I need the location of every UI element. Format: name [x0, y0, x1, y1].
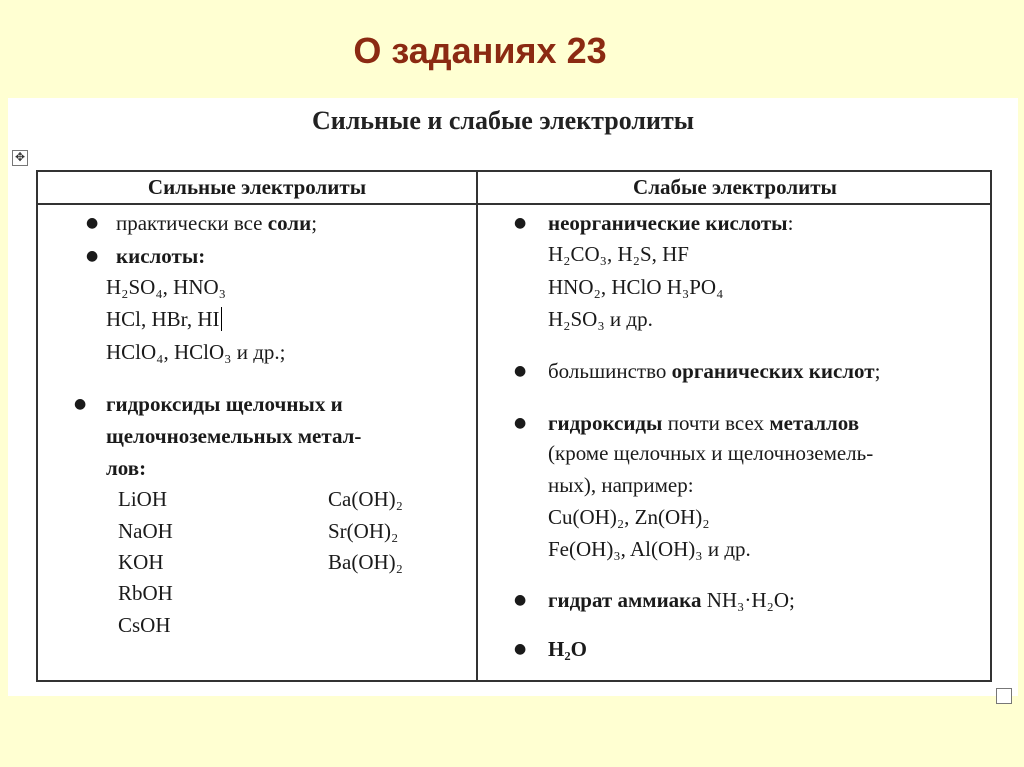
bullet: ● [514, 641, 527, 657]
weak-item-ammonia-hydrate: гидрат аммиака NH₃·H₂O; [548, 588, 795, 612]
strong-item-salts: практически все соли; [116, 211, 318, 235]
hydroxide-left: NaOH [118, 519, 173, 543]
weak-item-water: H₂O [548, 637, 587, 661]
strong-item-acids: кислоты: [116, 244, 206, 268]
weak-acids-line2: HNO₂, HClO H₃PO₄ [548, 275, 724, 299]
bullet: ● [86, 248, 99, 264]
weak-item-hydroxides-l1: гидроксиды почти всех металлов [548, 411, 860, 435]
bullet: ● [514, 363, 527, 379]
table-resize-handle[interactable] [996, 688, 1012, 704]
table-move-handle-icon[interactable]: ✥ [12, 150, 28, 166]
bullet: ● [86, 215, 99, 231]
weak-item-hydroxides-l2: (кроме щелочных и щелочноземель- [548, 441, 874, 465]
header-weak: Слабые электролиты [633, 175, 837, 199]
hydroxide-left: KOH [118, 550, 164, 574]
bullet: ● [514, 415, 527, 431]
hydroxide-right: Ba(OH)₂ [328, 550, 403, 574]
header-divider [38, 203, 990, 205]
electrolytes-table [36, 170, 992, 682]
strong-acids-line2: HCl, HBr, HI [106, 307, 220, 331]
strong-acids-line1: H₂SO₄, HNO₃ [106, 275, 226, 299]
weak-item-organic-acids: большинство органических кислот; [548, 359, 881, 383]
weak-acids-line1: H₂CO₃, H₂S, HF [548, 242, 689, 266]
weak-item-hydroxides-l3: ных), например: [548, 473, 694, 497]
document-heading: Сильные и слабые электролиты [311, 106, 695, 135]
weak-acids-line3: H₂SO₃ и др. [548, 307, 653, 331]
bullet: ● [514, 592, 527, 608]
hydroxide-left: CsOH [118, 613, 171, 637]
column-divider [476, 172, 478, 680]
header-strong: Сильные электролиты [147, 175, 367, 199]
hydroxide-right: Sr(OH)₂ [328, 519, 399, 543]
weak-item-hydroxides-l4: Cu(OH)₂, Zn(OH)₂ [548, 505, 710, 529]
strong-item-hydroxides-l3: лов: [106, 456, 147, 480]
strong-item-hydroxides-l1: гидроксиды щелочных и [106, 392, 343, 416]
hydroxide-left: LiOH [118, 487, 167, 511]
slide-title: О заданиях 23 [353, 30, 607, 71]
document-page [8, 98, 1018, 696]
strong-acids-line3: HClO₄, HClO₃ и др.; [106, 340, 286, 364]
bullet: ● [514, 215, 527, 231]
hydroxide-right: Ca(OH)₂ [328, 487, 403, 511]
weak-item-inorganic-acids: неорганические кислоты: [548, 211, 794, 235]
weak-item-hydroxides-l5: Fe(OH)₃, Al(OH)₃ и др. [548, 537, 751, 561]
bullet: ● [74, 396, 87, 412]
strong-item-hydroxides-l2: щелочноземельных метал- [106, 424, 362, 448]
hydroxide-left: RbOH [118, 581, 173, 605]
